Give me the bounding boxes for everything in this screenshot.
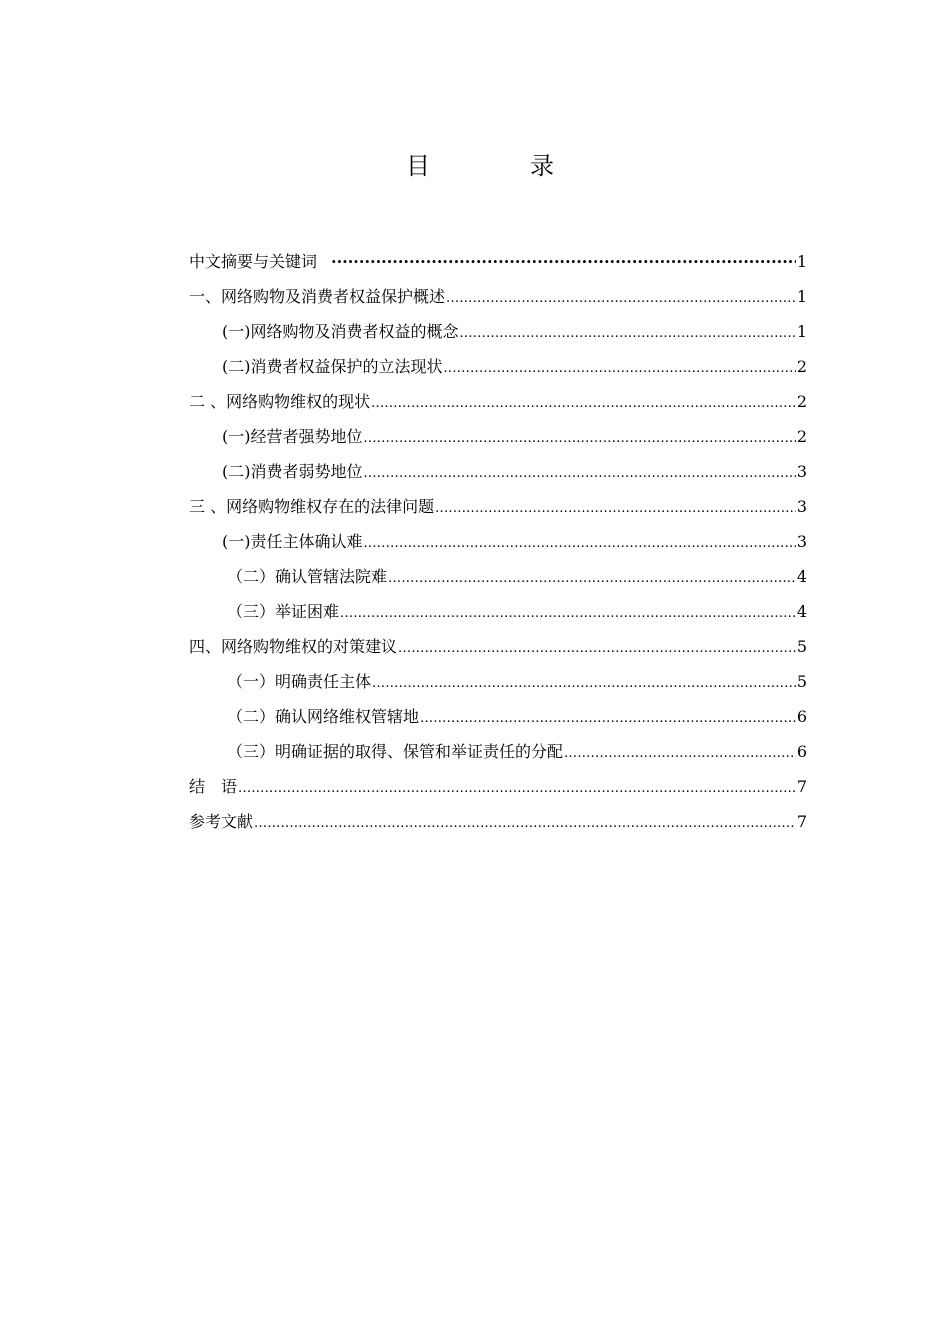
toc-entry-section-4-1[interactable] (189, 670, 807, 705)
toc-entry-label: （二）确认管辖法院难 (227, 567, 388, 586)
toc-entry-label: 一、网络购物及消费者权益保护概述 (189, 287, 446, 306)
toc-entry-label: 四、网络购物维权的对策建议 (189, 637, 398, 656)
toc-page-number: 2 (796, 427, 807, 446)
toc-entry-label: 二 、网络购物维权的现状 (189, 392, 371, 411)
toc-entry-label: （三）举证困难 (227, 602, 340, 621)
toc-page-number: 4 (796, 567, 807, 586)
toc-entry-label: (一)网络购物及消费者权益的概念 (222, 322, 459, 341)
toc-entry-section-2[interactable] (189, 390, 807, 425)
toc-entry-section-2-1[interactable] (189, 425, 807, 460)
toc-entry-section-1[interactable] (189, 285, 807, 320)
toc-leader-dots (340, 602, 796, 626)
toc-leader-dots (388, 567, 796, 591)
toc-leader-dots (371, 392, 796, 416)
toc-page-number: 4 (796, 602, 807, 621)
toc-leader-dots (420, 707, 796, 731)
toc-entry-section-4-2[interactable] (189, 705, 807, 740)
toc-leader-dots (444, 357, 796, 381)
toc-entry-conclusion[interactable] (189, 775, 807, 810)
toc-entry-label: 三 、网络购物维权存在的法律问题 (189, 497, 435, 516)
toc-page-number: 7 (796, 812, 807, 831)
toc-entry-label: 结 语 (189, 777, 238, 796)
toc-entry-section-3-1[interactable] (189, 530, 807, 565)
toc-page-number: 3 (796, 532, 807, 551)
toc-leader-dots (372, 672, 796, 696)
toc-leader-dots (331, 250, 796, 274)
toc-leader-dots (238, 777, 796, 801)
toc-leader-dots (364, 462, 796, 486)
toc-page-number: 1 (796, 287, 807, 306)
toc-page-number: 3 (796, 497, 807, 516)
toc-entry-abstract[interactable] (189, 250, 807, 285)
toc-leader-dots (446, 287, 796, 311)
toc-page-number: 1 (796, 252, 807, 271)
toc-leader-dots (564, 742, 796, 766)
toc-leader-dots (364, 532, 796, 556)
toc-leader-dots (364, 427, 796, 451)
toc-page-number: 2 (796, 357, 807, 376)
toc-entry-section-1-2[interactable] (189, 355, 807, 390)
toc-entry-label: (一)责任主体确认难 (222, 532, 363, 551)
toc-entry-references[interactable] (189, 810, 807, 845)
toc-entry-label: (二)消费者权益保护的立法现状 (222, 357, 443, 376)
toc-page-number: 6 (796, 742, 807, 761)
toc-entry-label: （一）明确责任主体 (227, 672, 372, 691)
toc-entry-section-1-1[interactable] (189, 320, 807, 355)
toc-entry-section-4-3[interactable] (189, 740, 807, 775)
toc-entry-label: (一)经营者强势地位 (222, 427, 363, 446)
toc-entry-label: （三）明确证据的取得、保管和举证责任的分配 (227, 742, 564, 761)
toc-entry-label: (二)消费者弱势地位 (222, 462, 363, 481)
toc-entry-section-2-2[interactable] (189, 460, 807, 495)
toc-leader-dots (398, 637, 796, 661)
page-title: 目 录 (406, 152, 592, 180)
toc-entry-label: 参考文献 (189, 812, 254, 831)
toc-entry-label: 中文摘要与关键词 (189, 252, 318, 271)
toc-leader-dots (460, 322, 796, 346)
toc-entry-section-3[interactable] (189, 495, 807, 530)
toc-page-number: 3 (796, 462, 807, 481)
toc-entry-label: （二）确认网络维权管辖地 (227, 707, 420, 726)
toc-page-number: 6 (796, 707, 807, 726)
toc-page-number: 2 (796, 392, 807, 411)
table-of-contents (189, 250, 807, 845)
toc-page-number: 5 (796, 672, 807, 691)
toc-entry-section-3-2[interactable] (189, 565, 807, 600)
toc-page-number: 1 (796, 322, 807, 341)
toc-page-number: 5 (796, 637, 807, 656)
toc-entry-section-3-3[interactable] (189, 600, 807, 635)
toc-entry-section-4[interactable] (189, 635, 807, 670)
toc-leader-dots (254, 812, 796, 836)
toc-page-number: 7 (796, 777, 807, 796)
toc-leader-dots (435, 497, 796, 521)
